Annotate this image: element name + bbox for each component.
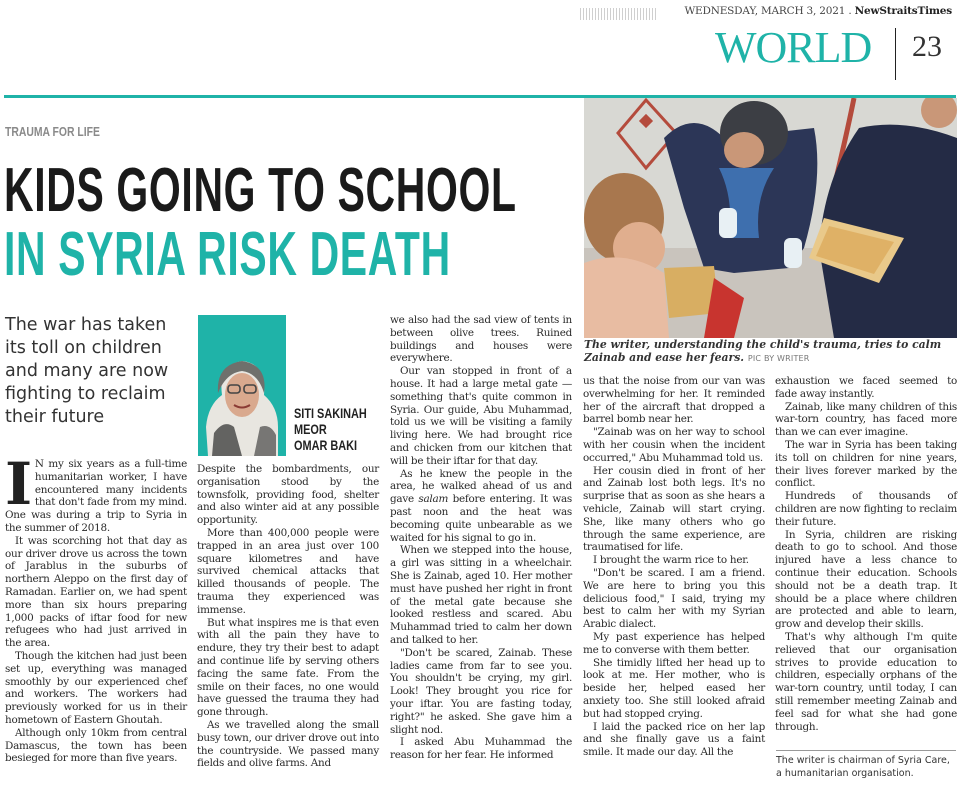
body-paragraph: The war in Syria has been taking its toll on children for nine years, their lives forever marked by the conflict. [775, 438, 957, 490]
body-paragraph: She timidly lifted her head up to look at me. Her mother, who is beside her, helped eased her anxiety too. She still looked afraid but had stopped crying. [583, 656, 765, 720]
author-tagline: The writer is chairman of Syria Care, a humanitarian organisation. [776, 755, 950, 779]
author-name-line: SITI SAKINAH [294, 405, 367, 421]
issue-date: WEDNESDAY, MARCH 3, 2021 [684, 5, 846, 17]
body-paragraph: exhaustion we faced seemed to fade away instantly. [775, 375, 957, 400]
body-paragraph: I asked Abu Muhammad the reason for her fear. He informed [390, 736, 572, 762]
section-divider [895, 28, 896, 80]
body-paragraph: In Syria, children are risking death to go to school. And those injured have a less chance to continue their education. Schools should not be a death trap. It should be a place where children are protected and able to learn, grow and develop their skills. [775, 528, 957, 631]
body-paragraph: That's why although I'm quite relieved that our organisation strives to provide education to children, especially orphans of the war-torn country, until today, I can still remember meeting Zainab and feel sad for what she had gone through. [775, 630, 957, 733]
body-column-2 [197, 463, 379, 770]
body-paragraph: we also had the sad view of tents in between olive trees. Ruined buildings and houses were everywhere. [390, 314, 572, 365]
article-photo [584, 98, 957, 338]
body-paragraph: Although only 10km from central Damascus, the town has been besieged for more than five years. [5, 726, 187, 765]
publication-name: NewStraitsTimes [854, 5, 952, 17]
headline-line-1: KIDS GOING TO SCHOOL [4, 156, 517, 225]
body-paragraph: Zainab, like many children of this war-torn country, has faced more than we can ever imagine. [775, 400, 957, 439]
author-byline [294, 405, 367, 453]
photo-credit: PIC BY WRITER [747, 354, 810, 363]
author-headshot-icon [198, 315, 286, 456]
dateline [684, 5, 952, 17]
body-paragraph: More than 400,000 people were trapped in an area just over 100 square kilometres and have survived chemical attacks that killed thousands of people. The trauma they experienced was immense. [197, 526, 379, 616]
body-paragraph: Her cousin died in front of her and Zainab lost both legs. It's no surprise that as soon as she hears a vehicle, Zainab will start crying. She, like many others who go through the same experience, are traumatised for life. [583, 464, 765, 554]
author-name-line: OMAR BAKI [294, 437, 358, 453]
italic-term: salam [418, 493, 449, 506]
photo-illustration-icon [584, 98, 957, 338]
body-paragraph: It was scorching hot that day as our driver drove us across the town of Jarablus in the suburbs of northern Aleppo on the first day of Ramadan. Earlier on, we had spent more than six hours preparing 1,000 packs of iftar food for new refugees who had just arrived in the area. [5, 534, 187, 650]
body-paragraph: "Zainab was on her way to school with her cousin when the incident occurred," Abu Muhammad told us. [583, 426, 765, 464]
body-paragraph: "Don't be scared, Zainab. These ladies came from far to see you. You shouldn't be crying, my girl. Look! They brought you rice for your iftar. You are fasting today, right?" he asked. She gave him a slight nod. [390, 646, 572, 736]
body-paragraph: As we travelled along the small busy town, our driver drove out into the countryside. We passed many fields and olive farms. And [197, 718, 379, 770]
body-paragraph: But what inspires me is that even with all the pain they have to endure, they try their best to adapt and continue life by serving others facing the same fate. From the smile on their faces, no one would have guessed the trauma they had gone through. [197, 616, 379, 719]
kicker: TRAUMA FOR LIFE [5, 124, 100, 139]
headline-line-2: IN SYRIA RISK DEATH [4, 220, 451, 289]
body-column-3 [390, 314, 572, 762]
body-paragraph: Though the kitchen had just been set up, everything was managed smoothly by our experienced chef and workers. The workers had previously worked for us in their hometown of Eastern Ghoutah. [5, 649, 187, 726]
author-photo [198, 315, 286, 456]
caption-text: The writer, understanding the child's trauma, tries to calm Zainab and ease her fears. [584, 338, 942, 364]
body-paragraph [5, 450, 187, 535]
end-rule [776, 750, 956, 751]
decorative-stripe [580, 8, 658, 20]
author-name-line: MEOR [294, 421, 327, 437]
body-paragraph: "Don't be scared. I am a friend. We are here to bring you this delicious food," I said, trying my best to calm her with my Syrian Arabic dialect. [583, 566, 765, 631]
standfirst: The war has taken its toll on children and many are now fighting to reclaim their future [5, 315, 169, 427]
page-number: 23 [912, 30, 942, 63]
body-column-1 [5, 450, 187, 765]
paragraph-text: N my six years as a full-time humanitarian worker, I have encountered many incidents that don't fade from my mind. One was during a trip to Syria in the summer of 2018. [5, 458, 187, 534]
body-paragraph: I brought the warm rice to her. [593, 554, 749, 567]
body-paragraph: us that the noise from our van was overwhelming for her. It reminded her of the aircraft that dropped a barrel bomb near her. [583, 375, 765, 426]
dateline-separator: . [845, 5, 855, 17]
body-column-5 [775, 375, 957, 733]
body-column-4 [583, 375, 765, 759]
photo-caption [584, 338, 960, 365]
section-title: WORLD [715, 23, 872, 72]
body-paragraph: When we stepped into the house, a girl was sitting in a wheelchair. She is Zainab, aged 10. Her mother must have pushed her right in front of the metal gate because she looked restless and scared. Abu Muhammad tried to calm her down and talked to her. [390, 544, 572, 646]
body-paragraph: As he knew the people in the area, he walked ahead of us and gave salam before entering. It was past noon and the heat was becoming quite unbearable as we waited for his signal to go in. [390, 467, 572, 544]
body-paragraph: I laid the packed rice on her lap and she finally gave us a faint smile. It made our day. All the [583, 720, 765, 759]
drop-cap: I [5, 450, 32, 518]
body-paragraph: My past experience has helped me to converse with them better. [583, 630, 765, 656]
body-paragraph: Despite the bombardments, our organisation stood by the townsfolk, providing food, shelter and also winter aid at any possible opportunity. [197, 463, 379, 527]
body-paragraph: Hundreds of thousands of children are now fighting to reclaim their future. [775, 490, 957, 528]
body-paragraph: Our van stopped in front of a house. It had a large metal gate — something that's quite common in Syria. Our guide, Abu Muhammad, told us we will be visiting a family living here. We had brought rice and chicken from our kitchen that will be their iftar for that day. [390, 365, 572, 467]
